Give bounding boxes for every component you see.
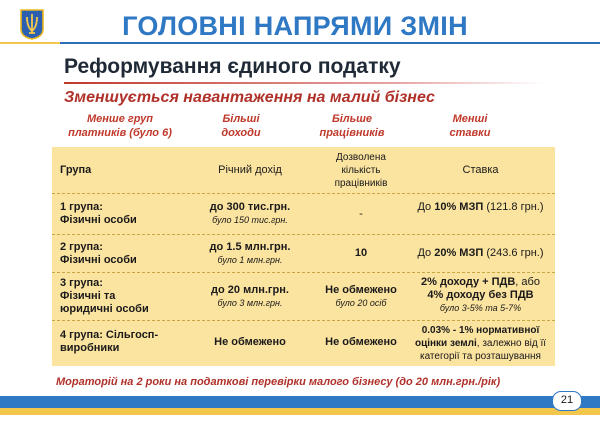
rate-line-2-suffix: , залежно від її xyxy=(476,338,547,349)
header-workers-line: працівників xyxy=(334,178,388,189)
caption-line: Менші xyxy=(452,113,488,125)
rate-value: 10% МЗП xyxy=(434,201,484,213)
income-value: до 1.5 млн.грн. xyxy=(209,241,291,253)
cell-rate xyxy=(408,201,553,214)
workers-value: Не обмежено xyxy=(325,336,397,348)
income-was: було 1 млн.грн. xyxy=(217,255,283,265)
income-value: Не обмежено xyxy=(214,336,286,348)
caption-line: Більші xyxy=(222,113,260,125)
table-row xyxy=(52,234,555,272)
group-line: 3 група: xyxy=(60,277,103,289)
group-line: 2 група: xyxy=(60,241,103,253)
header-rate: Ставка xyxy=(462,164,499,176)
cell-group xyxy=(60,277,190,316)
income-was: було 3 млн.грн. xyxy=(217,298,283,308)
rate-line-1: 0.03% - 1% xyxy=(421,325,474,336)
workers-value: 10 xyxy=(354,247,368,259)
rate-line-3: категорії та розташування xyxy=(420,351,541,362)
slide-title: ГОЛОВНІ НАПРЯМИ ЗМІН xyxy=(122,11,468,41)
group-line: Фізичні особи xyxy=(60,254,137,266)
rate-line-1-suffix: нормативної xyxy=(473,325,540,336)
cell-rate xyxy=(408,324,553,363)
cell-group xyxy=(60,201,190,227)
cell-rate xyxy=(408,276,553,315)
cell-workers xyxy=(314,284,408,310)
cell-group xyxy=(60,241,190,267)
group-line: 1 група: xyxy=(60,201,103,213)
rate-suffix: (121.8 грн.) xyxy=(483,201,544,213)
workers-value: - xyxy=(359,208,363,220)
cell-income xyxy=(186,284,314,310)
rate-line-2: оцінки землі xyxy=(414,338,477,349)
table-row xyxy=(52,272,555,320)
cell-income xyxy=(186,201,314,227)
table-row xyxy=(52,193,555,234)
caption-groups xyxy=(60,112,180,140)
header-income: Річний дохід xyxy=(218,164,282,176)
header-rule xyxy=(0,42,600,44)
header-workers-line: кількість xyxy=(341,165,381,176)
tax-groups-table xyxy=(52,147,555,366)
cell-income xyxy=(186,241,314,267)
header-group: Група xyxy=(60,164,92,176)
caption-line: доходи xyxy=(221,127,261,139)
group-line: Фізичні особи xyxy=(60,214,137,226)
header-workers xyxy=(314,151,408,190)
page-number: 21 xyxy=(552,391,582,411)
caption-line: платників (було 6) xyxy=(68,127,172,139)
rate-line-2: 4% доходу без ПДВ xyxy=(427,289,534,301)
cell-rate xyxy=(408,247,553,260)
subtitle-rule xyxy=(64,82,544,84)
caption-line: працівників xyxy=(319,127,385,139)
group-line: виробники xyxy=(60,342,120,354)
rate-prefix: До xyxy=(417,247,435,259)
rate-prefix: До xyxy=(417,201,435,213)
table-row xyxy=(52,320,555,366)
rate-suffix: (243.6 грн.) xyxy=(483,247,544,259)
caption-line: Менше груп xyxy=(86,113,154,125)
cell-group xyxy=(60,329,190,355)
group-line: Фізичні та xyxy=(60,290,116,302)
workers-was: було 20 осіб xyxy=(335,298,387,308)
income-value: до 300 тис.грн. xyxy=(209,201,291,213)
group-line: юридичні особи xyxy=(60,303,149,315)
slide-subtitle: Реформування єдиного податку xyxy=(64,55,401,78)
footer-note: Мораторій на 2 роки на податкові перевірки малого бізнесу (до 20 млн.грн./рік) xyxy=(56,376,501,388)
caption-rates xyxy=(430,112,510,140)
caption-line: Більше xyxy=(331,113,373,125)
rate-line-1-suffix: , або xyxy=(515,276,540,288)
caption-line: ставки xyxy=(449,127,491,139)
footer-bar-yellow xyxy=(0,408,600,415)
header-workers-line: Дозволена xyxy=(336,152,386,163)
footer-bar-blue xyxy=(0,396,600,408)
rate-value: 20% МЗП xyxy=(434,247,484,259)
rate-line-3: було 3-5% та 5-7% xyxy=(439,303,522,313)
caption-workers xyxy=(302,112,402,140)
income-value: до 20 млн.грн. xyxy=(211,284,289,296)
table-header-row xyxy=(52,147,555,193)
tagline: Зменшується навантаження на малий бізнес xyxy=(64,89,435,106)
coat-of-arms-icon xyxy=(20,9,44,40)
rate-line-1: 2% доходу + ПДВ xyxy=(421,276,516,288)
group-line: 4 група: Сільгосп- xyxy=(60,329,159,341)
income-was: було 150 тис.грн. xyxy=(212,215,288,225)
workers-value: Не обмежено xyxy=(325,284,397,296)
caption-income xyxy=(196,112,286,140)
